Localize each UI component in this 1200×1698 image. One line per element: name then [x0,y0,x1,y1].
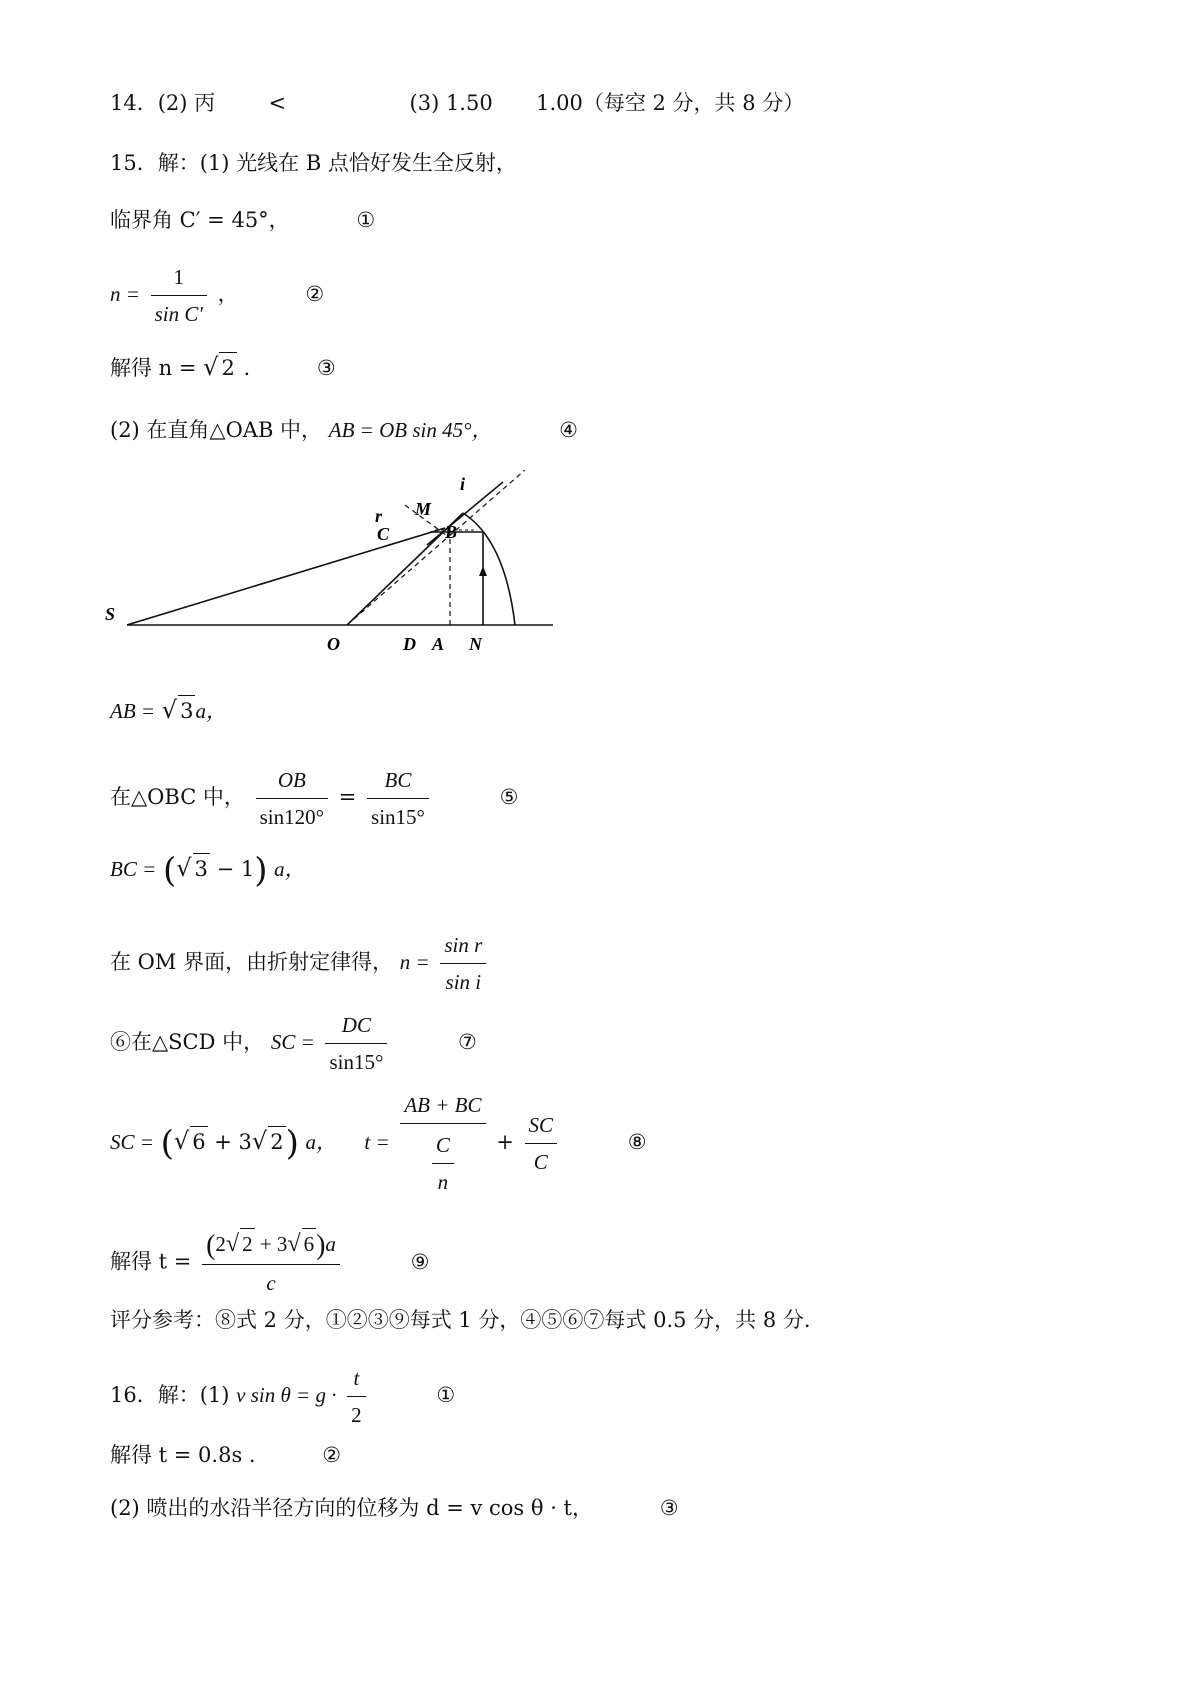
mark-9: ⑨ [410,1249,430,1274]
q16-solve-line [110,1440,341,1470]
q15-t-lhs: t = [364,1130,390,1154]
q15-intro: 15．解：(1) 光线在 B 点恰好发生全反射， [110,151,517,175]
q15-final-rad2: 6 [302,1228,317,1259]
q14-part2: 14．(2) 丙 [110,91,216,115]
q15-om-line [110,930,490,997]
label-m: M [415,499,432,519]
q15-obc-den2: sin15° [371,805,425,829]
q15-scd-text: ⑥在△SCD 中， [110,1030,265,1054]
q15-part2: (2) 在直角△OAB 中， [110,418,323,442]
label-i: i [460,474,466,494]
paren-open: ( [160,1123,174,1164]
mark-1b: ① [436,1383,456,1407]
sqrt-icon: √ [225,1231,240,1257]
q14-part3: (3) 1.50 [409,91,493,115]
q15-om-lhs: n = [399,950,430,974]
sqrt-icon: √ [287,1231,301,1257]
q15-final-prefix: 解得 t = [110,1249,192,1274]
q15-ab-line [110,695,227,726]
paren-open: ( [162,850,177,891]
q15-solve-n-line [110,352,336,383]
q15-bc-rad: 3 [193,853,210,884]
q15-final-a: a [325,1232,336,1256]
q15-obc-frac1 [256,765,328,832]
sqrt-icon: √ [203,353,219,381]
q15-final-frac [202,1228,340,1298]
q15-t-den1 [400,1124,485,1197]
q15-n-num: 1 [151,262,207,296]
q15-t-den1-frac [432,1130,454,1197]
q16-intro: 16．解：(1) [110,1383,230,1407]
label-d: D [403,634,416,654]
q16-solve: 解得 t = 0.8s . [110,1443,256,1467]
sqrt-icon: √ [173,1127,190,1155]
q15-t-plus: + [496,1130,514,1154]
q15-solve-n-prefix: 解得 n = [110,356,197,380]
q15-sc-mid: + 3 [214,1130,252,1154]
mark-1: ① [356,208,376,232]
q15-ab-lhs: AB = [110,699,156,723]
q16-part2-line [110,1493,679,1523]
q15-bc-tail: a， [274,857,306,881]
label-r: r [375,506,383,526]
q15-sc-lhs: SC = [110,1130,154,1154]
q15-om-num: sin r [440,930,486,964]
label-o: O [327,634,340,654]
q15-ab-eq: AB = OB sin 45°， [328,418,493,442]
q15-final-mid: + 3 [259,1232,288,1256]
sqrt-icon: √ [161,696,178,724]
paren-close: ) [285,1123,299,1164]
label-b: B [445,522,458,542]
q15-t-num1: AB + BC [400,1090,485,1124]
refraction-diagram [105,470,565,660]
q15-obc-den1: sin120° [259,805,325,829]
q15-obc-frac2 [367,765,429,832]
q14-val2: 1.00（每空 2 分，共 8 分） [536,91,805,115]
q15-ab-tail: a， [195,699,227,723]
q15-om-den: sin i [445,970,482,994]
mark-3: ③ [316,356,336,380]
q16-eq-lhs: v sin θ = g · [236,1383,337,1407]
q15-n-tail: ， [217,282,239,306]
paren-close: ) [254,850,268,891]
mark-4: ④ [559,418,578,442]
mark-3b: ③ [659,1496,679,1520]
q16-eq-den: 2 [351,1403,362,1427]
q15-n-den: sin C′ [154,302,203,326]
q15-final-num: (2√ 2 + 3√ 6)a [202,1228,340,1265]
q15-solve-n-rad: 2 [219,352,236,383]
mark-2b: ② [322,1443,342,1467]
q15-final-rad1: 2 [240,1228,255,1259]
q15-t-num2: SC [525,1110,558,1144]
sqrt-icon: √ [251,1127,268,1155]
q15-sc-rad1: 6 [190,1126,207,1157]
q15-solve-n-tail: . [243,356,251,380]
label-c: C [377,524,390,544]
q15-scd-num: DC [325,1010,387,1044]
q15-obc-line [110,765,518,832]
q16-eq-frac [347,1363,366,1430]
mark-8: ⑧ [627,1130,647,1154]
q15-om-text: 在 OM 界面，由折射定律得， [110,950,394,974]
q15-final-line [110,1228,429,1298]
q15-ab-rad: 3 [178,695,195,726]
q15-n-fraction [151,262,207,329]
q15-obc-eq: = [338,785,357,809]
q15-t-den2: C [533,1150,548,1174]
q15-sc-tail: a， [305,1130,338,1154]
q15-sc-line [110,1090,647,1197]
arc-mn [463,513,515,625]
q16-eq-num: t [347,1363,366,1397]
q15-scd-frac [325,1010,387,1077]
q15-part2-line [110,415,578,445]
q15-bc-lhs: BC = [110,857,157,881]
q15-scd-lhs: SC = [270,1030,315,1054]
mark-2: ② [305,282,325,306]
q15-critical-line [110,205,375,235]
q15-scoring: 评分参考：⑧式 2 分，①②③⑨每式 1 分，④⑤⑥⑦每式 0.5 分，共 8 分. [110,1308,811,1332]
label-s: S [105,604,116,624]
q15-t-frac2 [525,1110,558,1177]
q15-critical: 临界角 C′ = 45°， [110,208,290,232]
sqrt-icon: √ [176,854,192,882]
normal-o [347,470,525,625]
mark-5: ⑤ [499,785,519,809]
q15-final-n1: 2 [215,1232,226,1256]
q15-sc-rad2: 2 [268,1126,285,1157]
q15-t-den1-num: C [432,1130,454,1164]
q16-eq-line [110,1363,455,1430]
q15-t-frac1 [400,1090,485,1197]
q15-t-den1-den: n [437,1170,449,1194]
q15-bc-mid: − 1 [216,857,255,881]
q15-n-line [110,262,324,329]
q16-part2: (2) 喷出的水沿半径方向的位移为 d = v cos θ · t， [110,1496,593,1520]
q15-scd-line [110,1010,477,1077]
mark-7: ⑦ [458,1030,477,1054]
q15-obc-text: 在△OBC 中， [110,785,245,809]
arrow-up-icon [479,566,487,576]
q15-om-frac [440,930,486,997]
q15-bc-line [110,850,306,891]
q15-scd-den: sin15° [329,1050,384,1074]
q15-obc-num2: BC [367,765,429,799]
q14-line [110,88,804,118]
q14-less-than: < [268,91,287,115]
q15-obc-num1: OB [256,765,328,799]
label-a: A [432,634,445,654]
q15-final-den: c [266,1271,276,1296]
label-n: N [469,634,482,654]
q15-n-lhs: n = [110,282,140,306]
